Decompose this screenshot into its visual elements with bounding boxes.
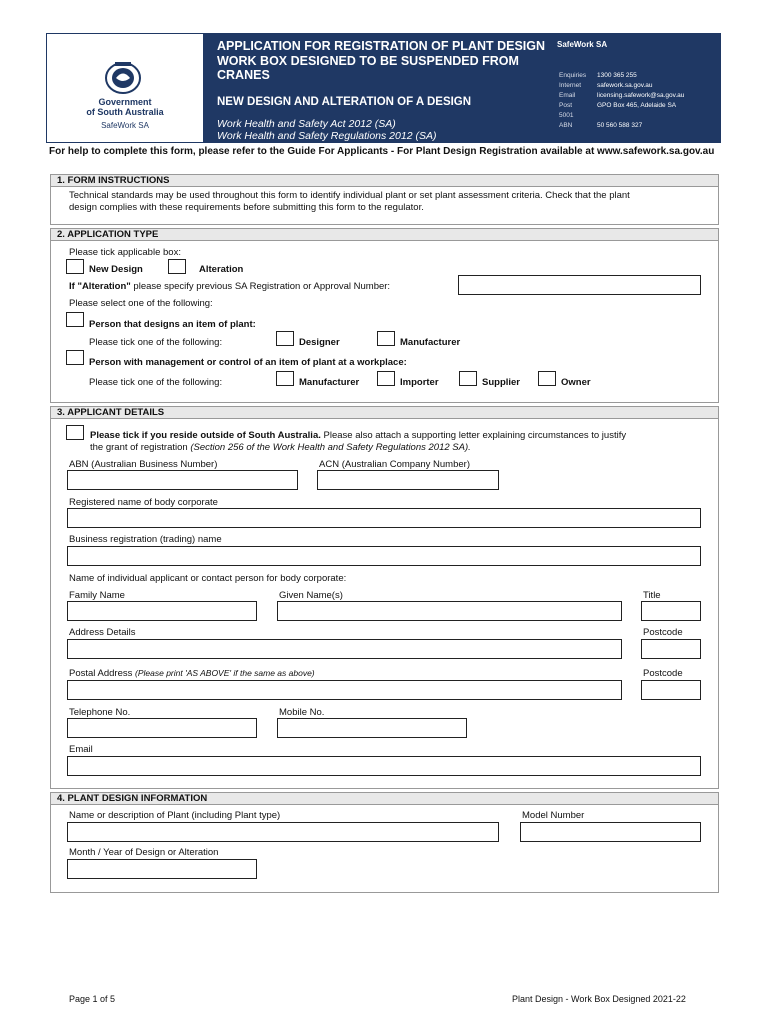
gov-line2: of South Australia [86, 107, 164, 117]
contact-label: ABN [559, 122, 573, 129]
email-label: Email [69, 744, 93, 755]
section-4-header: 4. PLANT DESIGN INFORMATION [50, 792, 719, 805]
contact-value: 1300 365 255 [597, 72, 637, 79]
postal-address-text: Postal Address [69, 668, 136, 679]
month-year-input[interactable] [67, 859, 257, 879]
given-names-label: Given Name(s) [279, 590, 343, 601]
outside-sa-line2-text: the grant of registration [90, 442, 191, 453]
instructions-line1: Technical standards may be used throughout this form to identify individual plant or set plant assessment criteria. Check that the plant [69, 190, 630, 201]
contact-label: Internet [559, 82, 582, 89]
mobile-label: Mobile No. [279, 707, 325, 718]
address-input[interactable] [67, 639, 622, 659]
plant-name-label: Name or description of Plant (including Plant type) [69, 810, 281, 821]
contact-label: Email [559, 92, 576, 99]
email-input[interactable] [67, 756, 701, 776]
designer-label: Designer [299, 337, 340, 348]
importer-checkbox[interactable] [377, 371, 395, 386]
outside-sa-text: Please also attach a supporting letter explaining circumstances to justify [320, 430, 627, 441]
address-label: Address Details [69, 627, 136, 638]
contact-details [559, 71, 684, 131]
postcode-label: Postcode [643, 627, 683, 638]
postal-postcode-input[interactable] [641, 680, 701, 700]
alteration-label: Alteration [199, 264, 244, 275]
registered-name-label: Registered name of body corporate [69, 497, 218, 508]
given-names-input[interactable] [277, 601, 622, 621]
registered-name-input[interactable] [67, 508, 701, 528]
supplier-label: Supplier [482, 377, 521, 388]
contact-value: 5001 [559, 112, 574, 119]
title-line1: APPLICATION FOR REGISTRATION OF PLANT DESIGN [217, 39, 546, 53]
postal-postcode-label: Postcode [643, 668, 683, 679]
postcode-input[interactable] [641, 639, 701, 659]
individual-label: Name of individual applicant or contact person for body corporate: [69, 573, 347, 584]
contact-label: Enquiries [559, 72, 587, 79]
instructions-line2: design complies with these requirements before submitting this form to the regulator. [69, 202, 424, 213]
outside-sa-emphasis: Please tick if you reside outside of South Australia. [90, 430, 321, 441]
government-name [60, 97, 190, 117]
plant-name-input[interactable] [67, 822, 499, 842]
tick-one-label: Please tick one of the following: [89, 377, 223, 388]
designer-checkbox[interactable] [276, 331, 294, 346]
tick-one-label: Please tick one of the following: [89, 337, 223, 348]
sa-crest-icon [103, 60, 143, 96]
title-label: Title [643, 590, 661, 601]
postal-address-hint: (Please print 'AS ABOVE' if the same as above) [135, 668, 315, 678]
gov-line1: Government [98, 97, 152, 107]
page-number: Page 1 of 5 [69, 994, 116, 1004]
document-reference: Plant Design - Work Box Designed 2021-22 [512, 994, 686, 1004]
title-line2: WORK BOX DESIGNED TO BE SUSPENDED FROM [217, 53, 519, 68]
act-line: Work Health and Safety Act 2012 (SA) [217, 118, 396, 130]
outside-sa-checkbox[interactable] [66, 425, 84, 440]
title-input[interactable] [641, 601, 701, 621]
person-designs-checkbox[interactable] [66, 312, 84, 327]
manufacturer-pcbu-checkbox[interactable] [276, 371, 294, 386]
contact-value: 50 560 588 327 [597, 122, 643, 129]
regulations-line: Work Health and Safety Regulations 2012 (SA) [217, 129, 437, 142]
family-name-label: Family Name [69, 590, 125, 601]
form-subtitle: NEW DESIGN AND ALTERATION OF A DESIGN [217, 96, 472, 108]
alteration-checkbox[interactable] [168, 259, 186, 274]
model-number-input[interactable] [520, 822, 701, 842]
select-one-label: Please select one of the following: [69, 298, 213, 309]
outside-sa-label [90, 430, 626, 441]
section-1-header: 1. FORM INSTRUCTIONS [50, 174, 719, 187]
acn-label: ACN (Australian Company Number) [319, 459, 470, 470]
owner-label: Owner [561, 377, 591, 388]
supplier-checkbox[interactable] [459, 371, 477, 386]
mobile-input[interactable] [277, 718, 467, 738]
business-name-input[interactable] [67, 546, 701, 566]
person-management-checkbox[interactable] [66, 350, 84, 365]
previous-registration-label [69, 281, 390, 292]
person-management-label: Person with management or control of an item of plant at a workplace: [89, 357, 407, 368]
section-2-header: 2. APPLICATION TYPE [50, 228, 719, 241]
help-text: For help to complete this form, please refer to the Guide For Applicants - For Plant Design Registration available at www.safework.sa.gov.au [49, 146, 715, 157]
legislation [217, 119, 436, 142]
title-line3: CRANES [217, 68, 270, 82]
outside-sa-section-ref: (Section 256 of the Work Health and Safety Regulations 2012 SA). [190, 442, 471, 453]
importer-label: Importer [400, 377, 439, 388]
model-number-label: Model Number [522, 810, 585, 821]
manufacturer-pcbu-label: Manufacturer [299, 377, 360, 388]
alteration-emphasis: If "Alteration" [69, 281, 131, 292]
new-design-label: New Design [89, 264, 143, 275]
telephone-label: Telephone No. [69, 707, 131, 718]
tick-applicable-label: Please tick applicable box: [69, 247, 181, 258]
contact-label: Post [559, 102, 573, 109]
form-title [217, 39, 557, 83]
abn-input[interactable] [67, 470, 298, 490]
logo-subtitle: SafeWork SA [101, 121, 149, 130]
manufacturer-label: Manufacturer [400, 337, 461, 348]
org-name: SafeWork SA [557, 40, 608, 49]
manufacturer-checkbox[interactable] [377, 331, 395, 346]
previous-registration-input[interactable] [458, 275, 701, 295]
month-year-label: Month / Year of Design or Alteration [69, 847, 219, 858]
previous-registration-text: please specify previous SA Registration or Approval Number: [130, 281, 391, 292]
postal-address-input[interactable] [67, 680, 622, 700]
abn-label: ABN (Australian Business Number) [69, 459, 218, 470]
contact-value: GPO Box 465, Adelaide SA [597, 102, 677, 109]
new-design-checkbox[interactable] [66, 259, 84, 274]
section-3-header: 3. APPLICANT DETAILS [50, 406, 719, 419]
person-designs-label: Person that designs an item of plant: [89, 319, 256, 330]
business-name-label: Business registration (trading) name [69, 534, 222, 545]
telephone-input[interactable] [67, 718, 257, 738]
acn-input[interactable] [317, 470, 499, 490]
contact-value: licensing.safework@sa.gov.au [597, 92, 685, 99]
postal-address-label [69, 668, 315, 679]
outside-sa-line2 [90, 442, 471, 453]
family-name-input[interactable] [67, 601, 257, 621]
contact-value: safework.sa.gov.au [597, 82, 653, 89]
owner-checkbox[interactable] [538, 371, 556, 386]
